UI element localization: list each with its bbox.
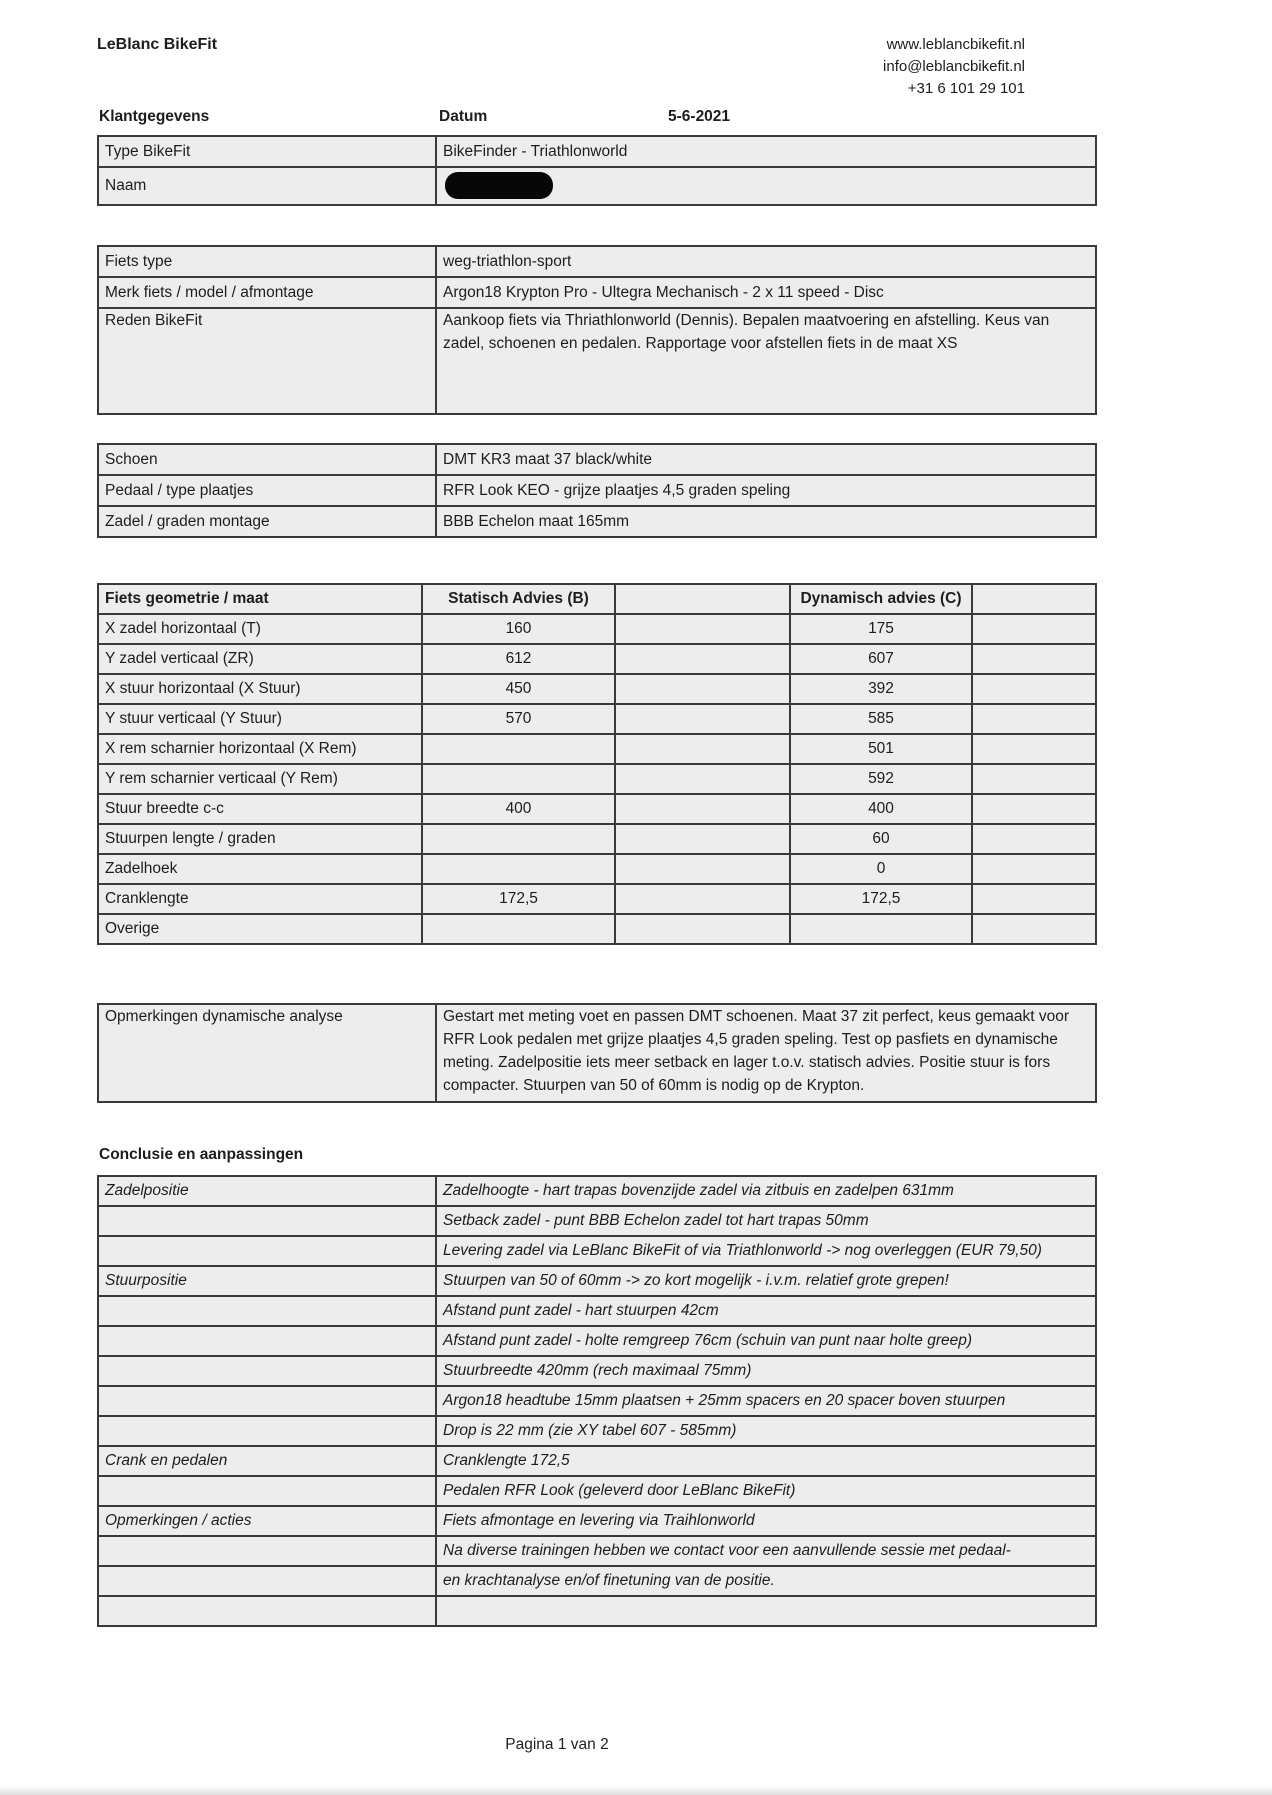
row-value: Drop is 22 mm (zie XY tabel 607 - 585mm) (436, 1416, 1096, 1446)
row-value: en krachtanalyse en/of finetuning van de positie. (436, 1566, 1096, 1596)
row-label (98, 1386, 436, 1416)
row-value: Stuurpen van 50 of 60mm -> zo kort mogelijk - i.v.m. relatief grote grepen! (436, 1266, 1096, 1296)
datum-label: Datum (439, 108, 488, 125)
row-label (98, 1326, 436, 1356)
table-row (98, 1206, 1096, 1236)
table-row (98, 1004, 1096, 1102)
row-value: Stuurbreedte 420mm (rech maximaal 75mm) (436, 1356, 1096, 1386)
page-number: Pagina 1 van 2 (505, 1736, 609, 1753)
table-row (98, 277, 1096, 308)
statisch-value (422, 734, 615, 764)
row-value: Levering zadel via LeBlanc BikeFit of via Triathlonworld -> nog overleggen (EUR 79,50) (436, 1236, 1096, 1266)
statisch-value: 570 (422, 704, 615, 734)
conclusie-table (97, 1175, 1097, 1627)
row-label (98, 1236, 436, 1266)
row-label: Fiets type (98, 246, 436, 277)
row-label: Zadelhoek (98, 854, 422, 884)
table-row (98, 1386, 1096, 1416)
row-label (98, 1296, 436, 1326)
table-row (98, 246, 1096, 277)
table-header-row (98, 584, 1096, 614)
table-row (98, 824, 1096, 854)
section-title-klantgegevens: Klantgegevens (99, 108, 210, 125)
table-row (98, 1176, 1096, 1206)
row-value: Pedalen RFR Look (geleverd door LeBlanc BikeFit) (436, 1476, 1096, 1506)
statisch-value: 400 (422, 794, 615, 824)
geo-header-empty (972, 584, 1096, 614)
section-title-conclusie: Conclusie en aanpassingen (99, 1146, 304, 1163)
row-label: Pedaal / type plaatjes (98, 475, 436, 506)
dynamisch-value: 175 (790, 614, 972, 644)
dynamisch-value: 592 (790, 764, 972, 794)
table-row (98, 704, 1096, 734)
table-row (98, 1326, 1096, 1356)
statisch-value (422, 764, 615, 794)
row-label: Overige (98, 914, 422, 944)
row-value (436, 1596, 1096, 1626)
row-label: X zadel horizontaal (T) (98, 614, 422, 644)
row-label (98, 1536, 436, 1566)
row-label (98, 1596, 436, 1626)
row-value: BikeFinder - Triathlonworld (436, 136, 1096, 167)
table-row (98, 1356, 1096, 1386)
company-name: LeBlanc BikeFit (97, 36, 218, 53)
contact-block (883, 34, 1025, 100)
dynamisch-value (790, 914, 972, 944)
geometrie-table (97, 583, 1097, 945)
table-row (98, 734, 1096, 764)
table-row (98, 475, 1096, 506)
geo-header-empty (615, 584, 790, 614)
table-row (98, 614, 1096, 644)
table-row (98, 136, 1096, 167)
row-label: Merk fiets / model / afmontage (98, 277, 436, 308)
statisch-value: 612 (422, 644, 615, 674)
row-value: Na diverse trainingen hebben we contact voor een aanvullende sessie met pedaal- (436, 1536, 1096, 1566)
dynamisch-value: 400 (790, 794, 972, 824)
dynamisch-value: 0 (790, 854, 972, 884)
datum-value: 5-6-2021 (668, 108, 731, 125)
table-row (98, 1536, 1096, 1566)
row-value: Setback zadel - punt BBB Echelon zadel tot hart trapas 50mm (436, 1206, 1096, 1236)
row-value: Aankoop fiets via Thriathlonworld (Dennis). Bepalen maatvoering en afstelling. Keus van zadel, schoenen en pedalen. Rapportage voor afstellen fiets in de maat XS (436, 308, 1096, 414)
table-row (98, 506, 1096, 537)
opmerkingen-table (97, 1003, 1097, 1103)
table-row (98, 1596, 1096, 1626)
row-label: Y stuur verticaal (Y Stuur) (98, 704, 422, 734)
table-row (98, 1266, 1096, 1296)
dynamisch-value: 392 (790, 674, 972, 704)
table-row (98, 1236, 1096, 1266)
table-row (98, 884, 1096, 914)
row-value: Afstand punt zadel - hart stuurpen 42cm (436, 1296, 1096, 1326)
table-row (98, 1296, 1096, 1326)
table-row (98, 1566, 1096, 1596)
dynamisch-value: 585 (790, 704, 972, 734)
row-label: Naam (98, 167, 436, 205)
row-value: RFR Look KEO - grijze plaatjes 4,5 graden speling (436, 475, 1096, 506)
row-label: Zadelpositie (98, 1176, 436, 1206)
table-row (98, 914, 1096, 944)
contact-email: info@leblancbikefit.nl (883, 58, 1025, 75)
table-row (98, 1416, 1096, 1446)
row-value: BBB Echelon maat 165mm (436, 506, 1096, 537)
row-label: Cranklengte (98, 884, 422, 914)
table-row (98, 794, 1096, 824)
row-label: Stuurpositie (98, 1266, 436, 1296)
statisch-value: 172,5 (422, 884, 615, 914)
contact-website: www.leblancbikefit.nl (886, 36, 1025, 53)
contact-phone: +31 6 101 29 101 (907, 80, 1025, 97)
row-value: Zadelhoogte - hart trapas bovenzijde zadel via zitbuis en zadelpen 631mm (436, 1176, 1096, 1206)
row-value: Cranklengte 172,5 (436, 1446, 1096, 1476)
fiets-info-table (97, 245, 1097, 415)
row-label: Type BikeFit (98, 136, 436, 167)
geo-header-dynamisch: Dynamisch advies (C) (790, 584, 972, 614)
row-label: Reden BikeFit (98, 308, 436, 414)
row-label (98, 1476, 436, 1506)
row-label: Y rem scharnier verticaal (Y Rem) (98, 764, 422, 794)
dynamisch-value: 607 (790, 644, 972, 674)
redacted-name-box (445, 172, 553, 199)
row-label: Y zadel verticaal (ZR) (98, 644, 422, 674)
statisch-value (422, 824, 615, 854)
row-label: X stuur horizontaal (X Stuur) (98, 674, 422, 704)
row-label: Stuur breedte c-c (98, 794, 422, 824)
table-row (98, 167, 1096, 205)
statisch-value: 450 (422, 674, 615, 704)
row-value: Afstand punt zadel - holte remgreep 76cm (schuin van punt naar holte greep) (436, 1326, 1096, 1356)
row-value (436, 167, 1096, 205)
statisch-value: 160 (422, 614, 615, 644)
dynamisch-value: 60 (790, 824, 972, 854)
row-label: Zadel / graden montage (98, 506, 436, 537)
row-label (98, 1566, 436, 1596)
statisch-value (422, 854, 615, 884)
statisch-value (422, 914, 615, 944)
table-row (98, 764, 1096, 794)
table-row (98, 1446, 1096, 1476)
materiaal-table (97, 443, 1097, 538)
table-row (98, 674, 1096, 704)
klantgegevens-table (97, 135, 1097, 206)
page-bottom-edge (0, 1786, 1272, 1795)
row-label: Schoen (98, 444, 436, 475)
geo-header-statisch: Statisch Advies (B) (422, 584, 615, 614)
dynamisch-value: 501 (790, 734, 972, 764)
row-label: X rem scharnier horizontaal (X Rem) (98, 734, 422, 764)
table-row (98, 854, 1096, 884)
geo-header-label: Fiets geometrie / maat (98, 584, 422, 614)
row-label (98, 1416, 436, 1446)
row-value: Gestart met meting voet en passen DMT schoenen. Maat 37 zit perfect, keus gemaakt voor RFR Look pedalen met grijze plaatjes 4,5 graden speling. Test op pasfiets en dynamische meting. Zadelpositie iets meer setback en lager t.o.v. statisch advies. Positie stuur is fors compacter. Stuurpen van 50 of 60mm is nodig op de Krypton. (436, 1004, 1096, 1102)
row-value: Argon18 headtube 15mm plaatsen + 25mm spacers en 20 spacer boven stuurpen (436, 1386, 1096, 1416)
table-row (98, 644, 1096, 674)
row-label: Opmerkingen / acties (98, 1506, 436, 1536)
table-row (98, 444, 1096, 475)
row-label: Opmerkingen dynamische analyse (98, 1004, 436, 1102)
table-row (98, 1506, 1096, 1536)
table-row (98, 1476, 1096, 1506)
row-label (98, 1206, 436, 1236)
row-value: Argon18 Krypton Pro - Ultegra Mechanisch - 2 x 11 speed - Disc (436, 277, 1096, 308)
row-value: Fiets afmontage en levering via Traihlonworld (436, 1506, 1096, 1536)
row-label: Stuurpen lengte / graden (98, 824, 422, 854)
dynamisch-value: 172,5 (790, 884, 972, 914)
row-value: weg-triathlon-sport (436, 246, 1096, 277)
row-label (98, 1356, 436, 1386)
table-row (98, 308, 1096, 414)
row-label: Crank en pedalen (98, 1446, 436, 1476)
row-value: DMT KR3 maat 37 black/white (436, 444, 1096, 475)
